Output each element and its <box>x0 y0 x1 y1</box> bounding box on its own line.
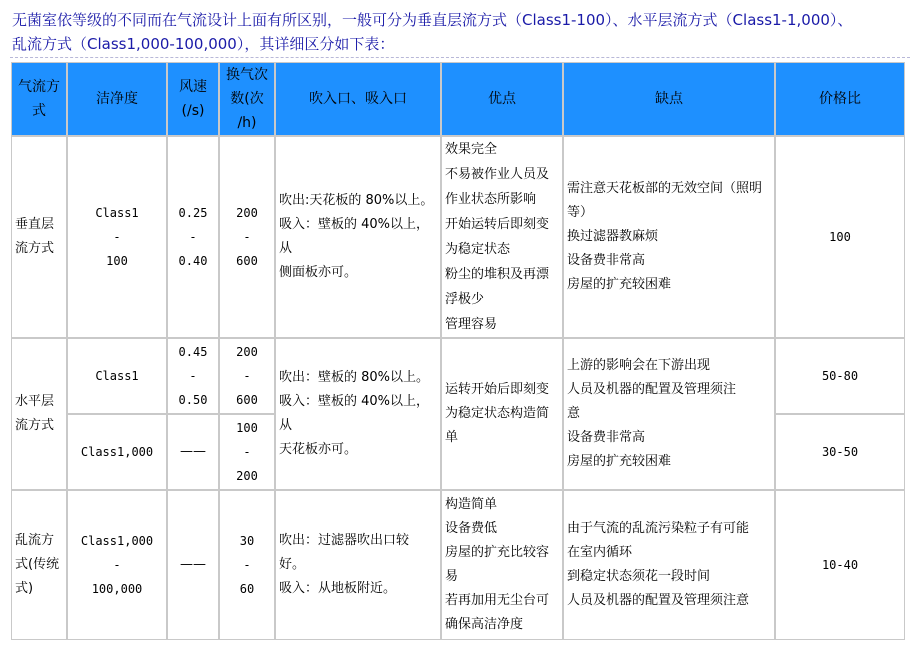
cell-inout-turbulent: 吹出：过滤器吹出口较 好。 吸入：从地板附近。 <box>275 490 441 640</box>
cell-cons-vertical: 需注意天花板部的无效空间（照明 等） 换过滤器教麻烦 设备费非常高 房屋的扩充较困难 <box>563 136 775 338</box>
header-air-speed: 风速 (/s) <box>167 62 219 136</box>
cell-ach-horizontal-2: 100 - 200 <box>219 414 275 490</box>
cell-speed-turbulent: —— <box>167 490 219 640</box>
cell-price-turbulent: 10-40 <box>775 490 905 640</box>
cell-speed-horizontal-2: —— <box>167 414 219 490</box>
cell-pros-vertical: 效果完全 不易被作业人员及 作业状态所影响 开始运转后即刻变 为稳定状态 粉尘的堆积及再漂 浮极少 管理容易 <box>441 136 563 338</box>
cell-cons-horizontal: 上游的影响会在下游出现 人员及机器的配置及管理须注 意 设备费非常高 房屋的扩充较困难 <box>563 338 775 490</box>
intro-line-1: 无菌室依等级的不同而在气流设计上面有所区别，一般可分为垂直层流方式（Class1-100）、水平层流方式（Class1-1,000）、 <box>12 11 853 29</box>
cell-ach-horizontal-1: 200 - 600 <box>219 338 275 414</box>
header-row <box>11 62 905 136</box>
header-pros: 优点 <box>441 62 563 136</box>
table-row-horizontal-1 <box>11 338 905 414</box>
cell-cons-turbulent: 由于气流的乱流污染粒子有可能 在室内循环 到稳定状态须花一段时间 人员及机器的配置及管理须注意 <box>563 490 775 640</box>
intro-line-2: 乱流方式（Class1,000-100,000），其详细区分如下表： <box>12 35 395 53</box>
cell-price-vertical: 100 <box>775 136 905 338</box>
intro-paragraph <box>10 8 910 58</box>
cell-clean-horizontal-1: Class1 <box>67 338 167 414</box>
cell-ach-vertical: 200 - 600 <box>219 136 275 338</box>
header-cons: 缺点 <box>563 62 775 136</box>
cell-pros-turbulent: 构造简单 设备费低 房屋的扩充比较容 易 若再加用无尘台可 确保高洁净度 <box>441 490 563 640</box>
table-row-turbulent <box>11 490 905 640</box>
cell-flow-turbulent: 乱流方 式(传统 式) <box>11 490 67 640</box>
header-price-ratio: 价格比 <box>775 62 905 136</box>
header-inlet-outlet: 吹入口、吸入口 <box>275 62 441 136</box>
cell-flow-horizontal: 水平层 流方式 <box>11 338 67 490</box>
cell-speed-vertical: 0.25 - 0.40 <box>167 136 219 338</box>
cell-clean-vertical: Class1 - 100 <box>67 136 167 338</box>
header-flow: 气流方 式 <box>11 62 67 136</box>
cell-price-horizontal-1: 50-80 <box>775 338 905 414</box>
cleanroom-airflow-table <box>11 62 905 640</box>
cell-pros-horizontal: 运转开始后即刻变 为稳定状态构造简 单 <box>441 338 563 490</box>
cell-inout-vertical: 吹出:天花板的 80%以上。 吸入：壁板的 40%以上，从 侧面板亦可。 <box>275 136 441 338</box>
cell-clean-horizontal-2: Class1,000 <box>67 414 167 490</box>
cell-flow-vertical: 垂直层 流方式 <box>11 136 67 338</box>
cell-speed-horizontal-1: 0.45 - 0.50 <box>167 338 219 414</box>
cell-ach-turbulent: 30 - 60 <box>219 490 275 640</box>
cell-inout-horizontal: 吹出：壁板的 80%以上。 吸入：壁板的 40%以上，从 天花板亦可。 <box>275 338 441 490</box>
table-row-vertical <box>11 136 905 338</box>
header-cleanliness: 洁净度 <box>67 62 167 136</box>
cell-clean-turbulent: Class1,000 - 100,000 <box>67 490 167 640</box>
cell-price-horizontal-2: 30-50 <box>775 414 905 490</box>
header-air-changes: 换气次 数(次 /h) <box>219 62 275 136</box>
